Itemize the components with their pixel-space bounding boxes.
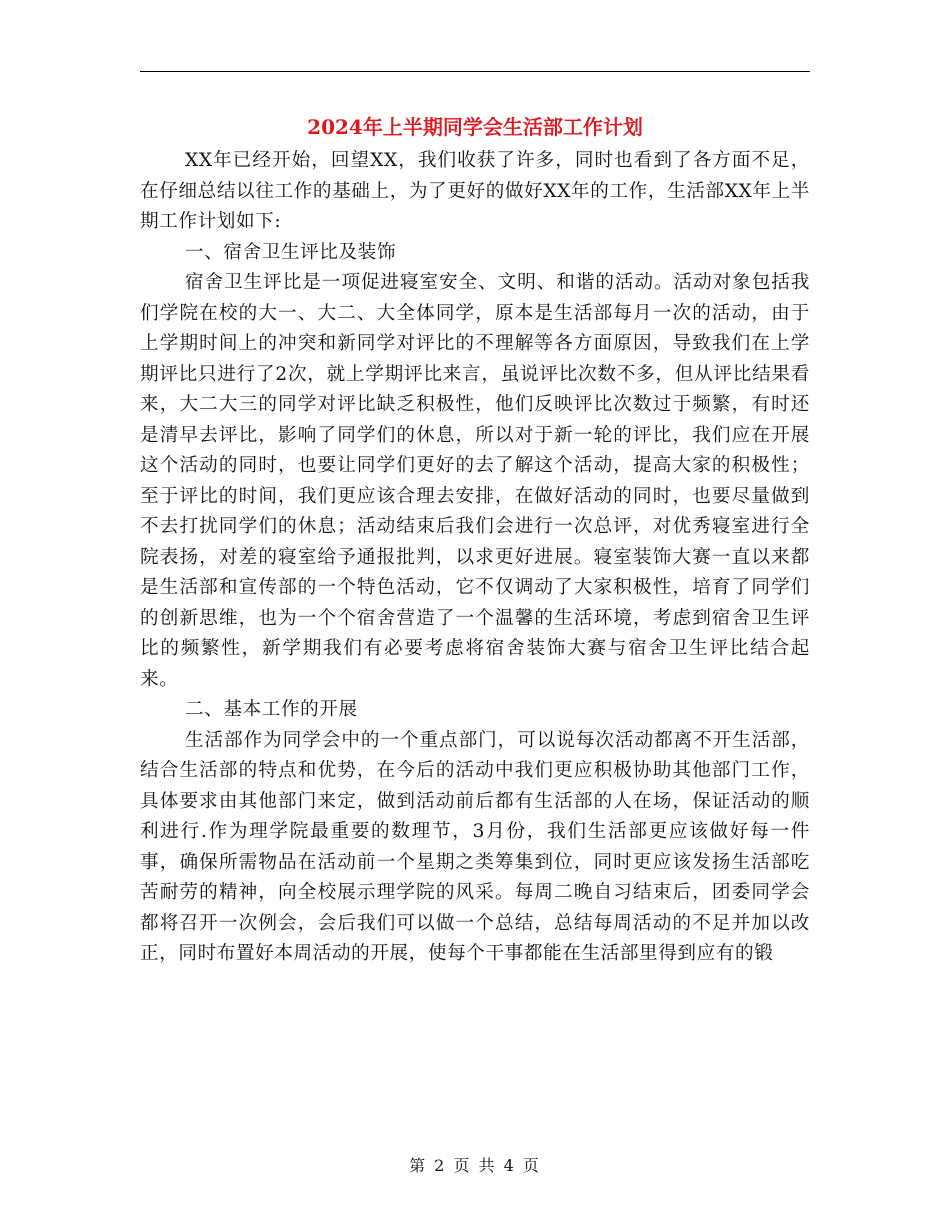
section-body-dormitory: 宿舍卫生评比是一项促进寝室安全、文明、和谐的活动。活动对象包括我们学院在校的大一、大二、大全体同学，原本是生活部每月一次的活动，由于上学期时间上的冲突和新同学对评比的不理解等各方面原因，导致我们在上学期评比只进行了2次，就上学期评比来言，虽说评比次数不多，但从评比结果看来，大二大三的同学对评比缺乏积极性，他们反映评比次数过于频繁，有时还是清早去评比，影响了同学们的休息，所以对于新一轮的评比，我们应在开展这个活动的同时，也要让同学们更好的去了解这个活动，提高大家的积极性；至于评比的时间，我们更应该合理去安排，在做好活动的同时，也要尽量做到不去打扰同学们的休息；活动结束后我们会进行一次总评，对优秀寝室进行全院表扬，对差的寝室给予通报批判，以求更好进展。寝室装饰大赛一直以来都是生活部和宣传部的一个特色活动，它不仅调动了大家积极性，培育了同学们的创新思维，也为一个个宿舍营造了一个温馨的生活环境，考虑到宿舍卫生评比的频繁性，新学期我们有必要考虑将宿舍装饰大赛与宿舍卫生评比结合起来。 [140, 272, 810, 690]
page-number-footer: 第 2 页 共 4 页 [409, 1156, 541, 1175]
section-heading-basic-work: 二、基本工作的开展 [185, 699, 358, 720]
section-body-basic-work: 生活部作为同学会中的一个重点部门，可以说每次活动都离不开生活部，结合生活部的特点和优势，在今后的活动中我们更应积极协助其他部门工作，具体要求由其他部门来定，做到活动前后都有生活部的人在场，保证活动的顺利进行.作为理学院最重要的数理节，3月份，我们生活部更应该做好每一件事，确保所需物品在活动前一个星期之类筹集到位，同时更应该发扬生活部吃苦耐劳的精神，向全校展示理学院的风采。每周二晚自习结束后，团委同学会都将召开一次例会，会后我们可以做一个总结，总结每周活动的不足并加以改正，同时布置好本周活动的开展，使每个干事都能在生活部里得到应有的锻 [140, 729, 810, 964]
document-body [140, 146, 810, 970]
section-heading-dormitory: 一、宿舍卫生评比及装饰 [185, 241, 397, 263]
document-title: 2024年上半期同学会生活部工作计划 [307, 115, 643, 139]
header-rule [140, 71, 810, 72]
intro-paragraph: XX年已经开始，回望XX，我们收获了许多，同时也看到了各方面不足，在仔细总结以往工作的基础上，为了更好的做好XX年的工作，生活部XX年上半期工作计划如下: [140, 150, 810, 232]
